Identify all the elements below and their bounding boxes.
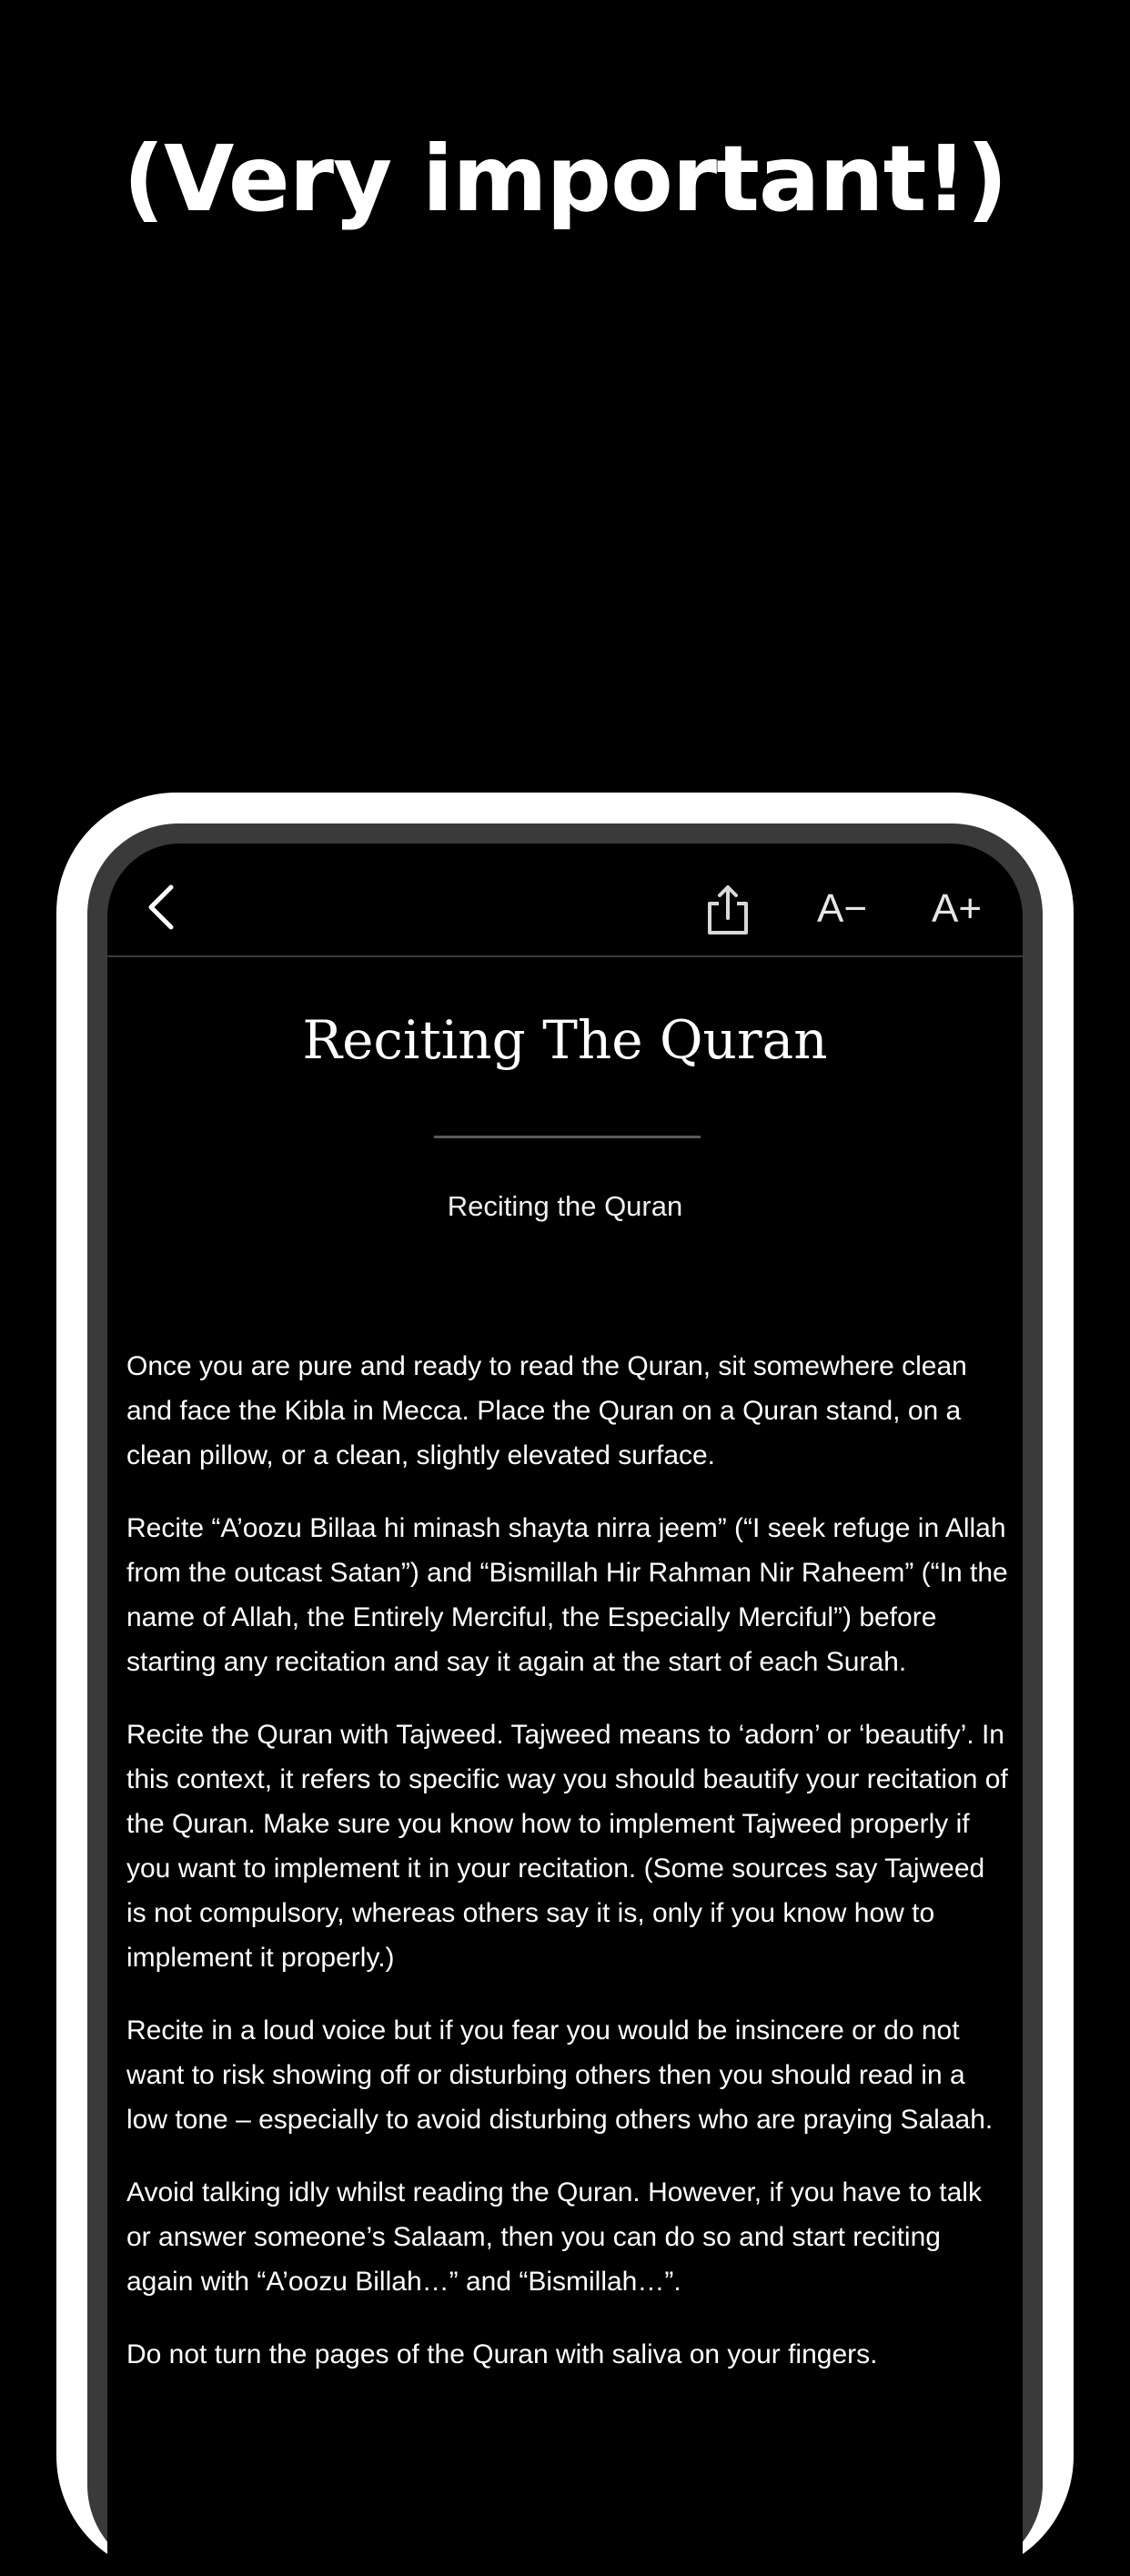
article-paragraph: Recite “A’oozu Billaa hi minash shayta nirra jeem” (“I seek refuge in Allah from the outcast Satan”) and “Bismillah Hir Rahman Nir Raheem” (“In the name of Allah, the Entirely Merciful, the Especially Merciful”) before starting any recitation and say it again at the start of each Surah. xyxy=(126,1513,1008,1677)
top-toolbar xyxy=(107,844,1023,957)
phone-mockup xyxy=(56,793,1074,2576)
share-icon xyxy=(702,882,753,940)
chevron-left-icon xyxy=(135,880,189,934)
article-paragraph: Do not turn the pages of the Quran with saliva on your fingers. xyxy=(126,2339,878,2369)
phone-bezel xyxy=(87,823,1043,2576)
decrease-font-button[interactable]: A− xyxy=(817,886,868,931)
promo-headline: (Very important!) xyxy=(123,126,1007,232)
article-body xyxy=(126,1344,1009,2405)
article-paragraph: Recite the Quran with Tajweed. Tajweed means to ‘adorn’ or ‘beautify’. In this context, it refers to specific way you should beautify your recitation of the Quran. Make sure you know how to implement Tajweed properly if you want to implement it in your recitation. (Some sources say Tajweed is not compulsory, whereas others say it is, only if you know how to implement it properly.) xyxy=(126,1720,1008,1973)
article-paragraph: Recite in a loud voice but if you fear you would be insincere or do not want to risk showing off or disturbing others then you should read in a low tone – especially to avoid disturbing others who are praying Salaah. xyxy=(126,2015,994,2135)
share-button[interactable] xyxy=(702,882,753,940)
increase-font-button[interactable]: A+ xyxy=(932,886,983,931)
back-button[interactable] xyxy=(135,880,189,934)
article-paragraph: Avoid talking idly whilst reading the Quran. However, if you have to talk or answer someone’s Salaam, then you can do so and start reciting again with “A’oozu Billah…” and “Bismillah…”. xyxy=(126,2177,982,2297)
article-paragraph: Once you are pure and ready to read the Quran, sit somewhere clean and face the Kibla in Mecca. Place the Quran on a Quran stand, on a clean pillow, or a clean, slightly elevated surface. xyxy=(126,1351,967,1470)
title-divider xyxy=(434,1136,701,1138)
article-title: Reciting The Quran xyxy=(302,1009,828,1071)
article-subtitle: Reciting the Quran xyxy=(447,1190,683,1222)
app-screen xyxy=(107,844,1023,2576)
